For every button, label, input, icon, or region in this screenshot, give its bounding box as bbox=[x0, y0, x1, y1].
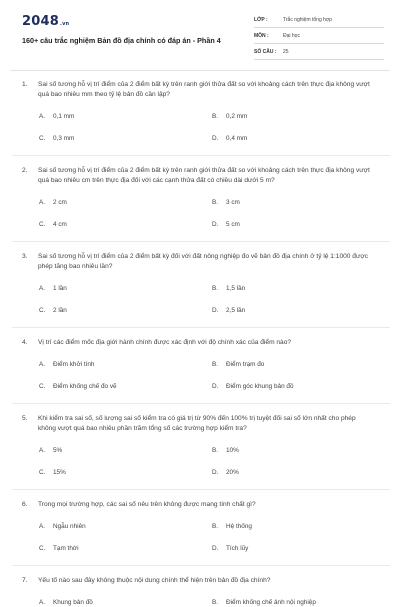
question bbox=[0, 576, 400, 607]
answer-option[interactable] bbox=[212, 135, 382, 143]
answer-option[interactable] bbox=[39, 199, 212, 207]
question-number: 7. bbox=[22, 577, 28, 584]
question-divider bbox=[12, 489, 390, 490]
answer-option[interactable] bbox=[39, 307, 212, 315]
option-letter: B. bbox=[212, 447, 219, 454]
question bbox=[0, 80, 400, 143]
option-text: 0,4 mm bbox=[226, 135, 248, 142]
question-divider bbox=[12, 327, 390, 328]
option-text: 2 cm bbox=[53, 199, 67, 206]
question-divider bbox=[12, 565, 390, 566]
option-text: Tạm thời bbox=[53, 545, 79, 552]
answer-option[interactable] bbox=[212, 523, 382, 531]
meta-label: LỚP : bbox=[254, 17, 268, 23]
question-text: Khi kiểm tra sai số, số lượng sai số kiểm tra có giá trị từ 90% đến 100% trị tuyệt đối sai số lớn nhất cho phép không vượt quá bao nhiêu phần trăm tổng số các trường hợp kiểm tra? bbox=[38, 415, 356, 432]
option-letter: A. bbox=[39, 199, 46, 206]
question-text: Vị trí các điểm mốc địa giới hành chính được xác định với độ chính xác của điểm nào? bbox=[38, 339, 292, 346]
option-text: Ngẫu nhiên bbox=[53, 523, 86, 530]
answer-option[interactable] bbox=[212, 199, 382, 207]
option-text: 0,2 mm bbox=[226, 113, 248, 120]
answer-option[interactable] bbox=[212, 221, 382, 229]
option-letter: A. bbox=[39, 361, 46, 368]
option-text: Điểm góc khung bản đồ bbox=[226, 383, 294, 390]
question-number: 3. bbox=[22, 253, 28, 260]
meta-label: MÔN : bbox=[254, 33, 269, 39]
answer-option[interactable] bbox=[39, 523, 212, 531]
question-divider bbox=[12, 403, 390, 404]
question-divider bbox=[12, 241, 390, 242]
answer-option[interactable] bbox=[39, 383, 212, 391]
option-letter: B. bbox=[212, 361, 219, 368]
option-text: Hệ thống bbox=[226, 523, 252, 530]
question-text-row bbox=[22, 576, 382, 586]
meta-value: Đại học bbox=[283, 33, 300, 39]
answer-option[interactable] bbox=[39, 285, 212, 293]
answer-option[interactable] bbox=[39, 545, 212, 553]
option-letter: A. bbox=[39, 599, 46, 606]
question-text: Trong mọi trường hợp, các sai số nêu trên không được mang tính chất gì? bbox=[38, 501, 256, 508]
logo-main: 2048 bbox=[22, 14, 59, 29]
answer-option[interactable] bbox=[39, 599, 212, 607]
option-text: 4 cm bbox=[53, 221, 67, 228]
option-letter: B. bbox=[212, 599, 219, 606]
option-text: Điểm trạm đo bbox=[226, 361, 265, 368]
option-text: 3 cm bbox=[226, 199, 240, 206]
question-number: 2. bbox=[22, 167, 28, 174]
answer-option[interactable] bbox=[39, 361, 212, 369]
question-divider bbox=[12, 155, 390, 156]
option-text: 2,5 lần bbox=[226, 307, 246, 314]
option-text: 2 lần bbox=[53, 307, 67, 314]
page-header bbox=[0, 0, 400, 64]
question-text: Sai số tương hỗ vị trí điểm của 2 điểm bất kỳ đối với đất nông nghiệp đo vẽ bản đồ địa chính ở tỷ lệ 1:1000 được phép tăng bao nhiêu lần? bbox=[38, 253, 368, 270]
answer-option[interactable] bbox=[212, 307, 382, 315]
question bbox=[0, 414, 400, 477]
question-number: 6. bbox=[22, 501, 28, 508]
question-text-row bbox=[22, 166, 382, 186]
answer-option[interactable] bbox=[212, 383, 382, 391]
question-number: 5. bbox=[22, 415, 28, 422]
option-text: 0,3 mm bbox=[53, 135, 75, 142]
logo-suffix: .vn bbox=[59, 21, 70, 27]
question bbox=[0, 500, 400, 553]
meta-row-count bbox=[254, 46, 384, 60]
answer-options bbox=[39, 199, 382, 229]
option-letter: B. bbox=[212, 199, 219, 206]
question-text: Sai số tương hỗ vị trí điểm của 2 điểm bất kỳ trên ranh giới thửa đất so với khoảng cách trên thực địa không vượt quá bao nhiêu mm theo tỷ lệ bản đồ cần lập? bbox=[38, 81, 370, 98]
question-text: Sai số tương hỗ vị trí điểm của 2 điểm bất kỳ trên ranh giới thửa đất so với khoảng cách trên thực địa không vượt quá bao nhiêu cm trên thực địa đối với các cạnh thửa đất có chiều dài dưới 5 m? bbox=[38, 167, 370, 184]
answer-option[interactable] bbox=[212, 599, 382, 607]
answer-option[interactable] bbox=[212, 113, 382, 121]
question bbox=[0, 338, 400, 391]
meta-panel bbox=[254, 14, 384, 62]
meta-value: Trắc nghiệm tổng hợp bbox=[283, 17, 332, 23]
option-text: 0,1 mm bbox=[53, 113, 75, 120]
option-text: Điểm khống chế đo vẽ bbox=[53, 383, 117, 390]
question-text-row bbox=[22, 252, 382, 272]
option-letter: A. bbox=[39, 447, 46, 454]
option-letter: A. bbox=[39, 523, 46, 530]
question-number: 1. bbox=[22, 81, 28, 88]
option-letter: C. bbox=[39, 469, 46, 476]
option-text: Điểm khống chế ảnh nội nghiệp bbox=[226, 599, 316, 606]
option-letter: D. bbox=[212, 221, 219, 228]
document-title: 160+ câu trắc nghiệm Bản đồ địa chính có đáp án - Phần 4 bbox=[22, 36, 221, 45]
answer-option[interactable] bbox=[212, 469, 382, 477]
answer-option[interactable] bbox=[39, 469, 212, 477]
question-text: Yếu tố nào sau đây không thuộc nội dung chính thể hiện trên bản đồ địa chính? bbox=[38, 577, 271, 584]
question-text-row bbox=[22, 500, 382, 510]
meta-value: 25 bbox=[283, 49, 289, 55]
option-letter: B. bbox=[212, 285, 219, 292]
answer-option[interactable] bbox=[39, 113, 212, 121]
option-letter: C. bbox=[39, 383, 46, 390]
option-letter: A. bbox=[39, 285, 46, 292]
answer-options bbox=[39, 447, 382, 477]
option-text: 5% bbox=[53, 447, 63, 454]
answer-option[interactable] bbox=[212, 447, 382, 455]
option-text: 5 cm bbox=[226, 221, 240, 228]
answer-options bbox=[39, 523, 382, 553]
option-letter: B. bbox=[212, 523, 219, 530]
option-letter: C. bbox=[39, 135, 46, 142]
answer-options bbox=[39, 361, 382, 391]
answer-options bbox=[39, 113, 382, 143]
option-letter: A. bbox=[39, 113, 46, 120]
option-text: 10% bbox=[226, 447, 239, 454]
option-letter: D. bbox=[212, 469, 219, 476]
option-letter: C. bbox=[39, 307, 46, 314]
question-text-row bbox=[22, 338, 382, 348]
answer-options bbox=[39, 599, 382, 607]
option-letter: D. bbox=[212, 307, 219, 314]
site-logo[interactable] bbox=[22, 14, 69, 29]
question-number: 4. bbox=[22, 339, 28, 346]
answer-options bbox=[39, 285, 382, 315]
meta-label: SỐ CÂU : bbox=[254, 49, 277, 55]
option-letter: D. bbox=[212, 135, 219, 142]
answer-option[interactable] bbox=[212, 545, 382, 553]
option-letter: D. bbox=[212, 545, 219, 552]
option-text: Điểm khởi tính bbox=[53, 361, 95, 368]
answer-option[interactable] bbox=[39, 447, 212, 455]
option-text: 20% bbox=[226, 469, 239, 476]
option-letter: B. bbox=[212, 113, 219, 120]
answer-option[interactable] bbox=[39, 135, 212, 143]
option-text: 1,5 lần bbox=[226, 285, 246, 292]
answer-option[interactable] bbox=[212, 285, 382, 293]
option-letter: C. bbox=[39, 221, 46, 228]
answer-option[interactable] bbox=[39, 221, 212, 229]
option-text: Khung bản đồ bbox=[53, 599, 93, 606]
question-text-row bbox=[22, 80, 382, 100]
option-text: 1 lần bbox=[53, 285, 67, 292]
option-letter: C. bbox=[39, 545, 46, 552]
question bbox=[0, 252, 400, 315]
question-text-row bbox=[22, 414, 382, 434]
header-divider bbox=[10, 70, 390, 71]
question-list bbox=[0, 80, 400, 607]
option-text: 15% bbox=[53, 469, 66, 476]
option-text: Tích lũy bbox=[226, 545, 249, 552]
option-letter: D. bbox=[212, 383, 219, 390]
question bbox=[0, 166, 400, 229]
meta-row-subject bbox=[254, 30, 384, 44]
answer-option[interactable] bbox=[212, 361, 382, 369]
meta-row-class bbox=[254, 14, 384, 28]
